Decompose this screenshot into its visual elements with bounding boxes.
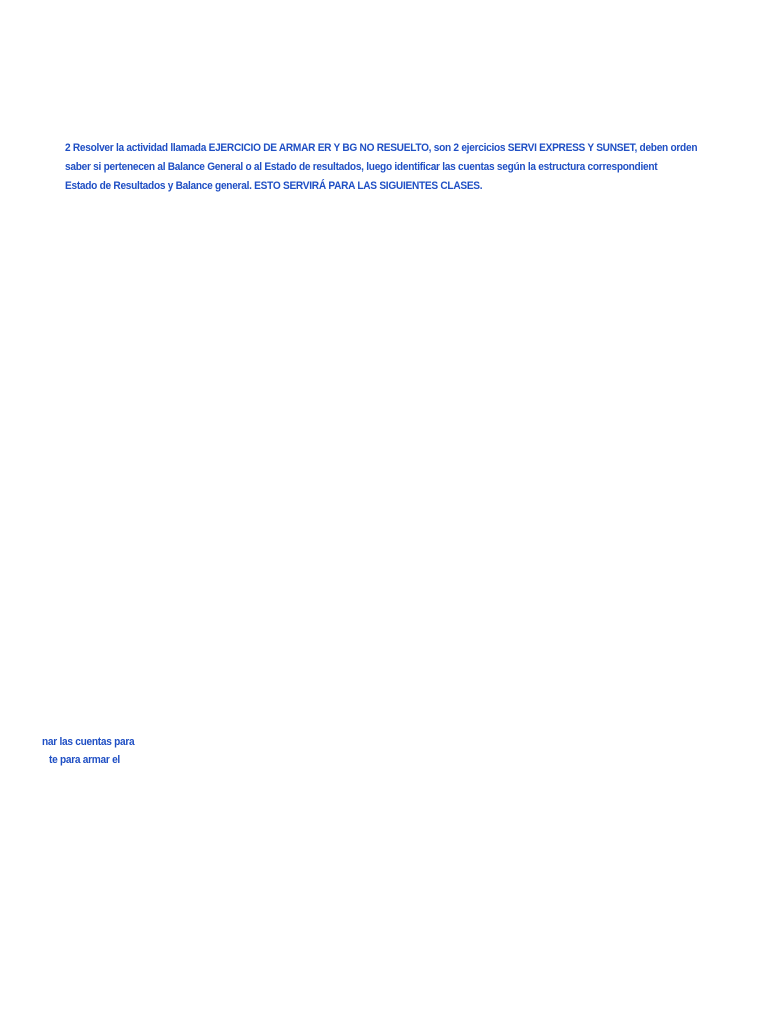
overflow-line-1-text: nar las cuentas para [41, 736, 134, 748]
overflow-line-2-text: te para armar el [48, 754, 120, 766]
instruction-line-1: 2 Resolver la actividad llamada EJERCICIO DE ARMAR ER Y BG NO RESUELTO, son 2 ejercicios SERVI EXPRESS Y SUNSET, deben orden [65, 142, 698, 154]
instruction-paragraph [65, 139, 768, 196]
overflow-line-1 [0, 733, 150, 751]
instruction-line-2: saber si pertenecen al Balance General o al Estado de resultados, luego identificar las cuentas según la estructura correspondient [65, 161, 658, 173]
overflow-text-fragment [0, 733, 150, 769]
instruction-line-3: Estado de Resultados y Balance general. ESTO SERVIRÁ PARA LAS SIGUIENTES CLASES. [65, 180, 483, 192]
overflow-line-2 [0, 751, 150, 769]
